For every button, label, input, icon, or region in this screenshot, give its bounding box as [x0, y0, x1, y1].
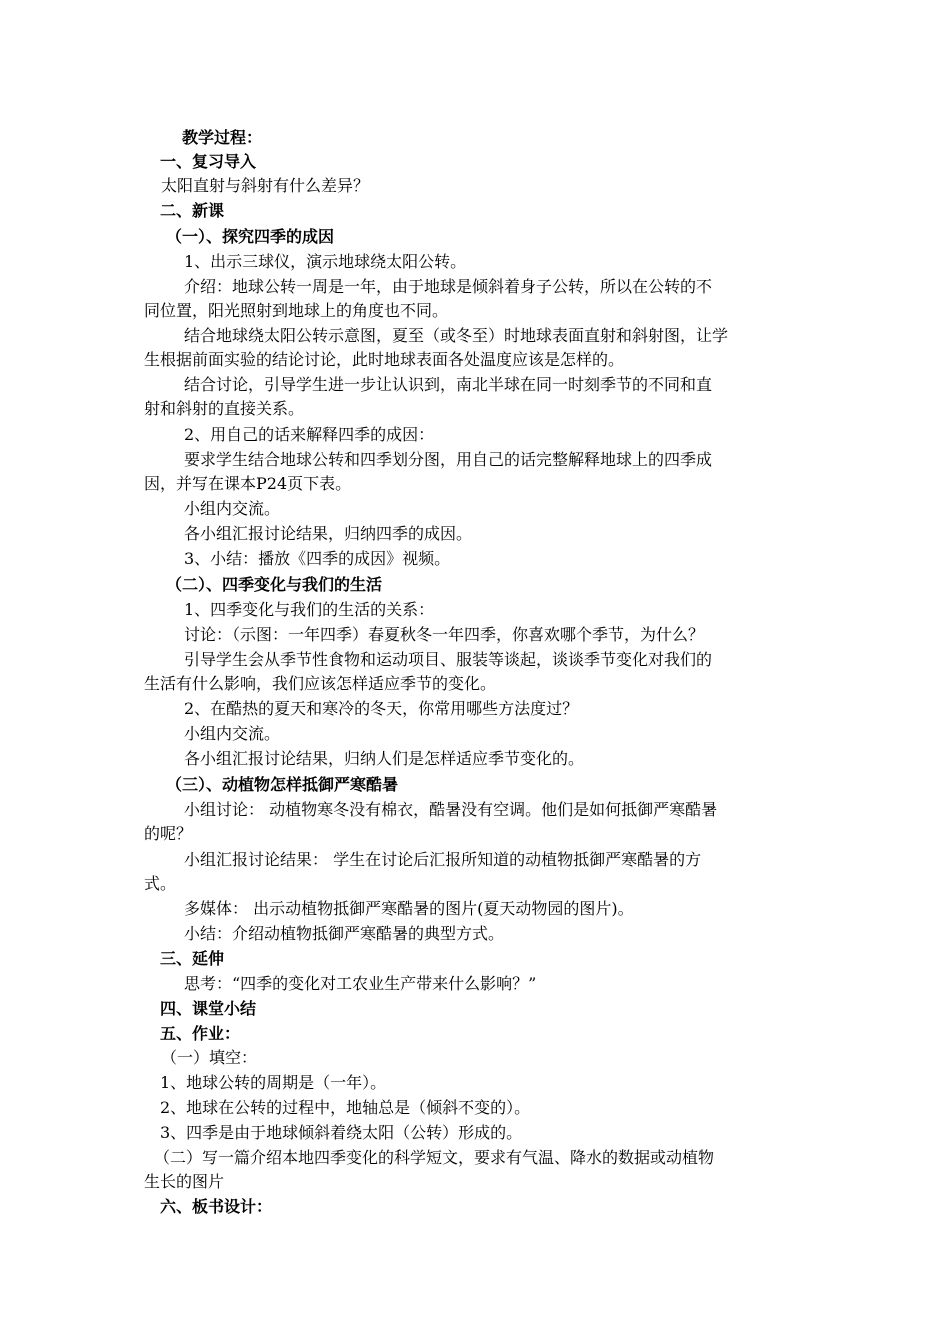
- homework-item: 2、地球在公转的过程中，地轴总是（倾斜不变的）。: [160, 1098, 531, 1117]
- paragraph-continued: 的呢？: [144, 824, 193, 843]
- paragraph: 小组内交流。: [184, 724, 281, 743]
- paragraph: 3、小结：播放《四季的成因》视频。: [184, 549, 451, 568]
- paragraph: 结合地球绕太阳公转示意图，夏至（或冬至）时地球表面直射和斜射图，让学: [184, 326, 729, 345]
- paragraph: 小组汇报讨论结果： 学生在讨论后汇报所知道的动植物抵御严寒酷暑的方: [184, 850, 702, 869]
- paragraph: 1、四季变化与我们的生活的关系：: [184, 600, 435, 619]
- lesson-process-heading: 教学过程：: [182, 128, 263, 147]
- paragraph: 要求学生结合地球公转和四季划分图，用自己的话完整解释地球上的四季成: [184, 450, 713, 469]
- paragraph: 各小组汇报讨论结果，归纳四季的成因。: [184, 524, 473, 543]
- section-extension-heading: 三、延伸: [160, 949, 225, 968]
- paragraph: 2、用自己的话来解释四季的成因：: [184, 425, 435, 444]
- review-question: 太阳直射与斜射有什么差异？: [161, 176, 370, 195]
- paragraph-continued: 射和斜射的直接关系。: [144, 399, 305, 418]
- paragraph: 讨论：（示图：一年四季）春夏秋冬一年四季，你喜欢哪个季节，为什么？: [184, 625, 705, 644]
- subsection-seasons-life-heading: （二）、四季变化与我们的生活: [166, 575, 383, 594]
- homework-part-heading: （一）填空：: [161, 1048, 258, 1067]
- paragraph: 2、在酷热的夏天和寒冷的冬天，你常用哪些方法度过？: [184, 699, 579, 718]
- section-new-lesson-heading: 二、新课: [160, 201, 225, 220]
- paragraph: 1、出示三球仪，演示地球绕太阳公转。: [184, 252, 467, 271]
- paragraph: 各小组汇报讨论结果，归纳人们是怎样适应季节变化的。: [184, 749, 585, 768]
- homework-item: 1、地球公转的周期是（一年）。: [160, 1073, 387, 1092]
- paragraph-continued: 因，并写在课本P24页下表。: [144, 474, 352, 493]
- paragraph-continued: 生活有什么影响，我们应该怎样适应季节的变化。: [144, 674, 497, 693]
- paragraph: 引导学生会从季节性食物和运动项目、服装等谈起，谈谈季节变化对我们的: [184, 650, 713, 669]
- homework-item-continued: 生长的图片: [144, 1172, 225, 1191]
- paragraph: 小组内交流。: [184, 499, 281, 518]
- section-homework-heading: 五、作业：: [160, 1024, 241, 1043]
- subsection-animals-plants-heading: （三）、动植物怎样抵御严寒酷暑: [166, 775, 399, 794]
- section-board-design-heading: 六、板书设计：: [160, 1197, 273, 1216]
- paragraph: 思考：“四季的变化对工农业生产带来什么影响？”: [184, 974, 537, 993]
- homework-item: 3、四季是由于地球倾斜着绕太阳（公转）形成的。: [160, 1123, 523, 1142]
- homework-item: （二）写一篇介绍本地四季变化的科学短文，要求有气温、降水的数据或动植物: [154, 1148, 715, 1167]
- paragraph-continued: 生根据前面实验的结论讨论，此时地球表面各处温度应该是怎样的。: [144, 350, 625, 369]
- paragraph: 小组讨论： 动植物寒冬没有棉衣，酷暑没有空调。他们是如何抵御严寒酷暑: [184, 800, 718, 819]
- paragraph: 结合讨论，引导学生进一步让认识到，南北半球在同一时刻季节的不同和直: [184, 375, 713, 394]
- subsection-seasons-cause-heading: （一）、探究四季的成因: [166, 227, 335, 246]
- section-summary-heading: 四、课堂小结: [160, 999, 257, 1018]
- paragraph: 介绍：地球公转一周是一年，由于地球是倾斜着身子公转，所以在公转的不: [184, 277, 713, 296]
- section-review-heading: 一、复习导入: [160, 152, 257, 171]
- paragraph-continued: 同位置，阳光照射到地球上的角度也不同。: [144, 301, 449, 320]
- paragraph-continued: 式。: [144, 874, 177, 893]
- paragraph: 小结：介绍动植物抵御严寒酷暑的典型方式。: [184, 924, 505, 943]
- paragraph: 多媒体： 出示动植物抵御严寒酷暑的图片(夏天动物园的图片)。: [184, 899, 634, 918]
